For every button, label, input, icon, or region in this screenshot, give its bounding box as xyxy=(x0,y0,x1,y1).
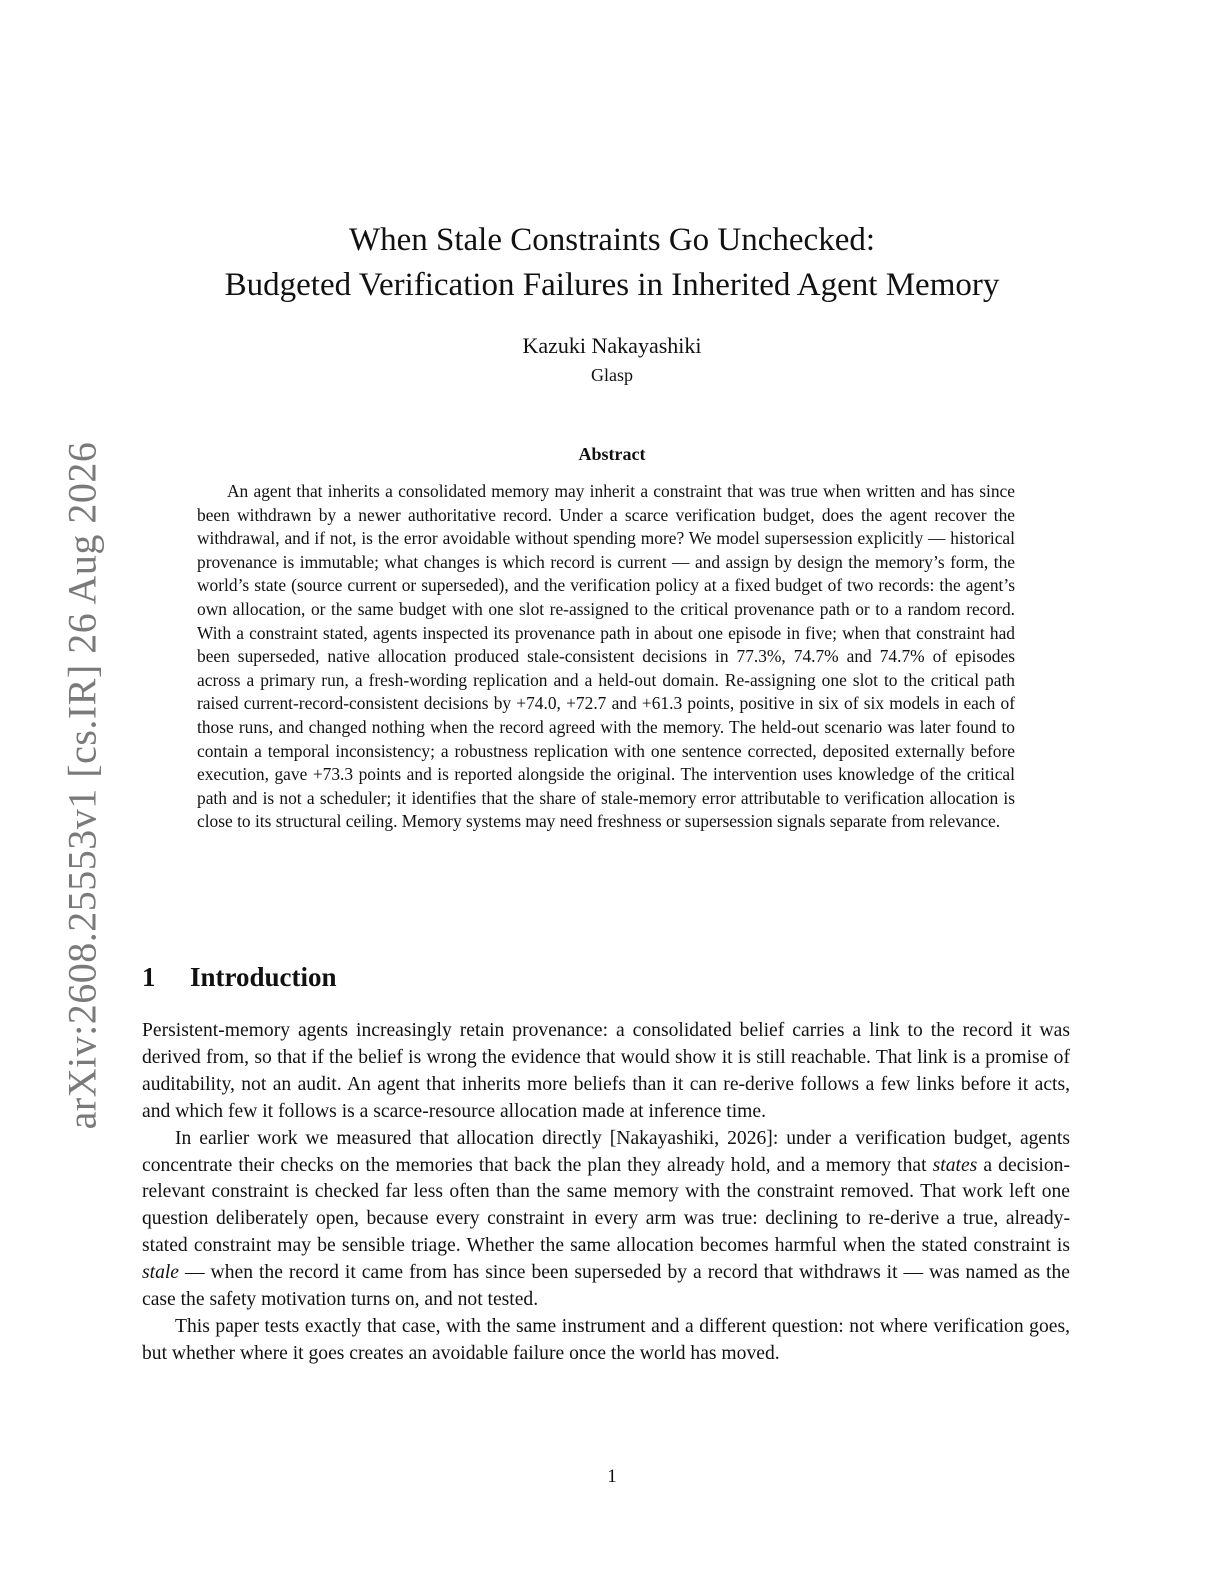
section-heading-introduction xyxy=(142,962,337,993)
author-affiliation: Glasp xyxy=(591,365,633,385)
section-number: 1 xyxy=(142,962,156,992)
author-name: Kazuki Nakayashiki xyxy=(522,333,702,358)
paragraph-2-part-a: In earlier work we measured that allocation directly [Nakayashiki, 2026]: under a verification budget, agents concentrate their checks on the memories that back the plan they already hold, and a memory that xyxy=(142,1127,1070,1176)
arxiv-identifier-stamp xyxy=(42,440,122,1130)
page-number: 1 xyxy=(607,1466,617,1487)
arxiv-identifier-text: arXiv:2608.25553v1 [cs.IR] 26 Aug 2026 xyxy=(59,441,105,1129)
abstract-heading: Abstract xyxy=(578,444,646,464)
section-title: Introduction xyxy=(190,962,337,992)
emphasis-stale: stale xyxy=(142,1262,180,1284)
paragraph-2-part-b: a decision-relevant constraint is checked far less often than the same memory with the constraint removed. That work left one question deliberately open, because every constraint in every arm was true: declining to re-derive a true, already-stated constraint may be sensible triage. Whether the same allocation becomes harmful when the stated constraint is xyxy=(142,1154,1070,1257)
paragraph-2 xyxy=(142,1126,1070,1314)
paper-title-line-1: When Stale Constraints Go Unchecked: xyxy=(348,222,876,258)
paragraph-3: This paper tests exactly that case, with the same instrument and a different question: not where verification goes, but whether where it goes creates an avoidable failure once the world has moved. xyxy=(142,1315,1070,1364)
paper-title xyxy=(0,218,1224,308)
emphasis-states: states xyxy=(932,1154,978,1176)
paragraph-1: Persistent-memory agents increasingly retain provenance: a consolidated belief carries a link to the record it was derived from, so that if the belief is wrong the evidence that would show it is still reachable. That link is a promise of auditability, not an audit. An agent that inherits more beliefs than it can re-derive follows a few links before it acts, and which few it follows is a scarce-resource allocation made at inference time. xyxy=(142,1020,1070,1122)
introduction-body xyxy=(142,1018,1070,1368)
abstract-text: An agent that inherits a consolidated memory may inherit a constraint that was true when written and has since been withdrawn by a newer authoritative record. Under a scarce verification budget, does the agent recover the withdrawal, and if not, is the error avoidable without spending more? We model supersession explicitly — historical provenance is immutable; what changes is which record is current — and assign by design the memory’s form, the world’s state (source current or superseded), and the verification policy at a fixed budget of two records: the agent’s own allocation, or the same budget with one slot re-assigned to the critical provenance path or to a random record. With a constraint stated, agents inspected its provenance path in about one episode in five; when that constraint had been superseded, native allocation produced stale-consistent decisions in 77.3%, 74.7% and 74.7% of episodes across a primary run, a fresh-wording replication and a held-out domain. Re-assigning one slot to the critical path raised current-record-consistent decisions by +74.0, +72.7 and +61.3 points, positive in six of six models in each of those runs, and changed nothing when the record agreed with the memory. The held-out scenario was later found to contain a temporal inconsistency; a robustness replication with one sentence corrected, deposited externally before execution, gave +73.3 points and is reported alongside the original. The intervention uses knowledge of the critical path and is not a scheduler; it identifies that the share of stale-memory error attributable to verification allocation is close to its structural ceiling. Memory systems may need freshness or supersession signals separate from relevance. xyxy=(197,481,1015,832)
paragraph-2-part-c: — when the record it came from has since been superseded by a record that withdraws it — was named as the case the safety motivation turns on, and not tested. xyxy=(142,1262,1070,1311)
paper-title-line-2: Budgeted Verification Failures in Inherited Agent Memory xyxy=(224,267,1000,303)
